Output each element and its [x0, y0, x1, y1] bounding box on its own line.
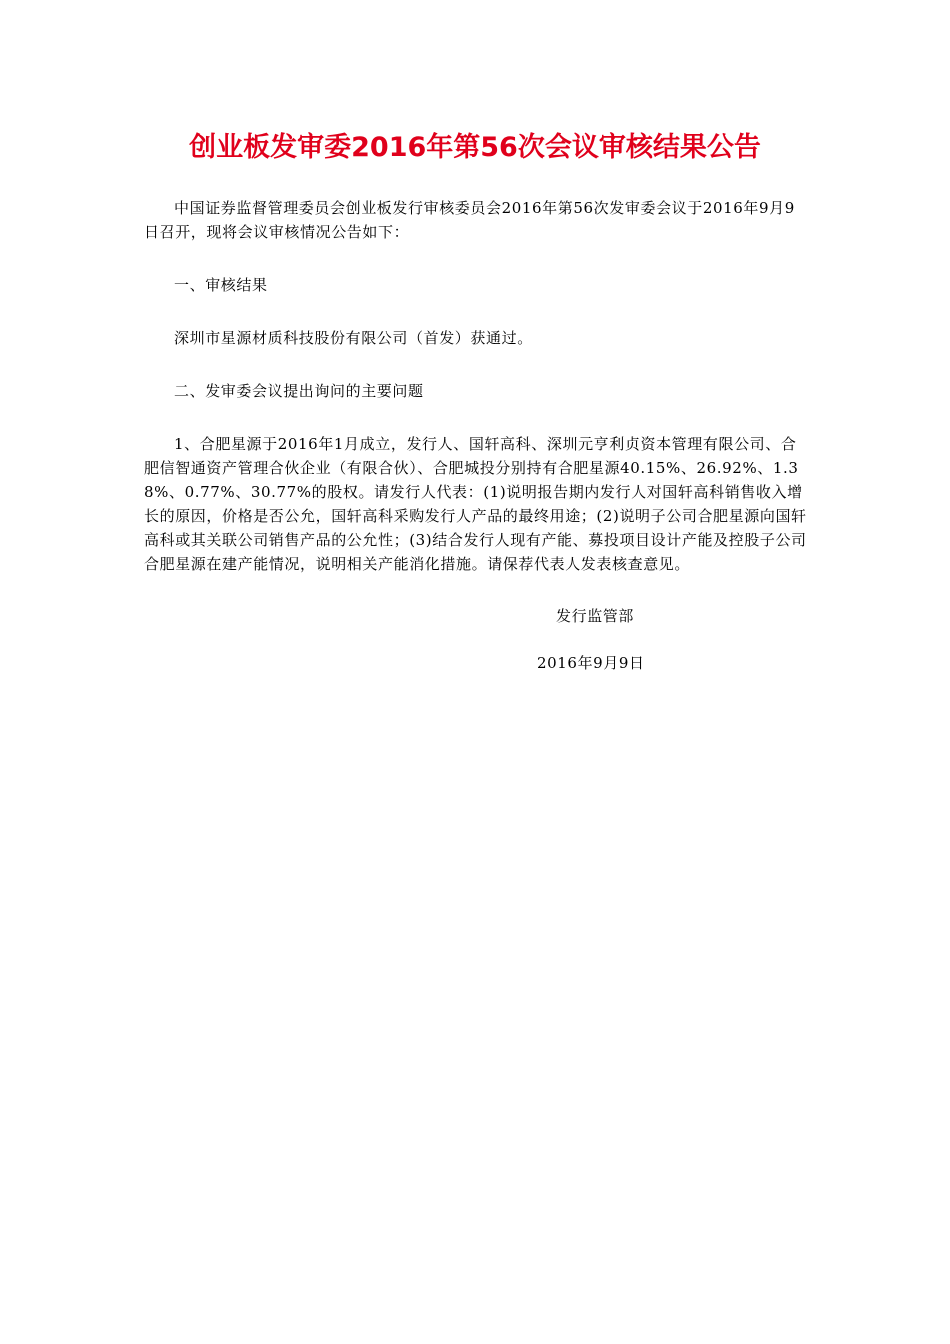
signature-department: 发行监管部 [556, 607, 635, 625]
section-heading-main-questions: 二、发审委会议提出询问的主要问题 [174, 382, 424, 400]
review-result-text: 深圳市星源材质科技股份有限公司（首发）获通过。 [174, 329, 533, 347]
section-heading-review-result: 一、审核结果 [174, 276, 268, 294]
spacer [144, 244, 808, 273]
question-paragraph: 1、合肥星源于2016年1月成立，发行人、国轩高科、深圳元亨利贞资本管理有限公司、合肥信智通资产管理合伙企业（有限合伙）、合肥城投分别持有合肥星源40.15%、26.92%、1.38%、0.77%、30.77%的股权。请发行人代表：(1)说明报告期内发行人对国轩高科销售收入增长的原因，价格是否公允，国轩高科采购发行人产品的最终用途；(2)说明子公司合肥星源向国轩高科或其关联公司销售产品的公允性；(3)结合发行人现有产能、募投项目设计产能及控股子公司合肥星源在建产能情况，说明相关产能消化措施。请保荐代表人发表核查意见。 [144, 435, 807, 573]
signature-date: 2016年9月9日 [537, 654, 645, 672]
spacer [144, 350, 808, 379]
spacer [144, 403, 808, 432]
announcement-title: 创业板发审委2016年第56次会议审核结果公告 [189, 132, 761, 163]
announcement-body [144, 196, 808, 576]
spacer [144, 297, 808, 326]
intro-paragraph: 中国证券监督管理委员会创业板发行审核委员会2016年第56次发审委会议于2016年9月9日召开，现将会议审核情况公告如下： [144, 199, 795, 241]
